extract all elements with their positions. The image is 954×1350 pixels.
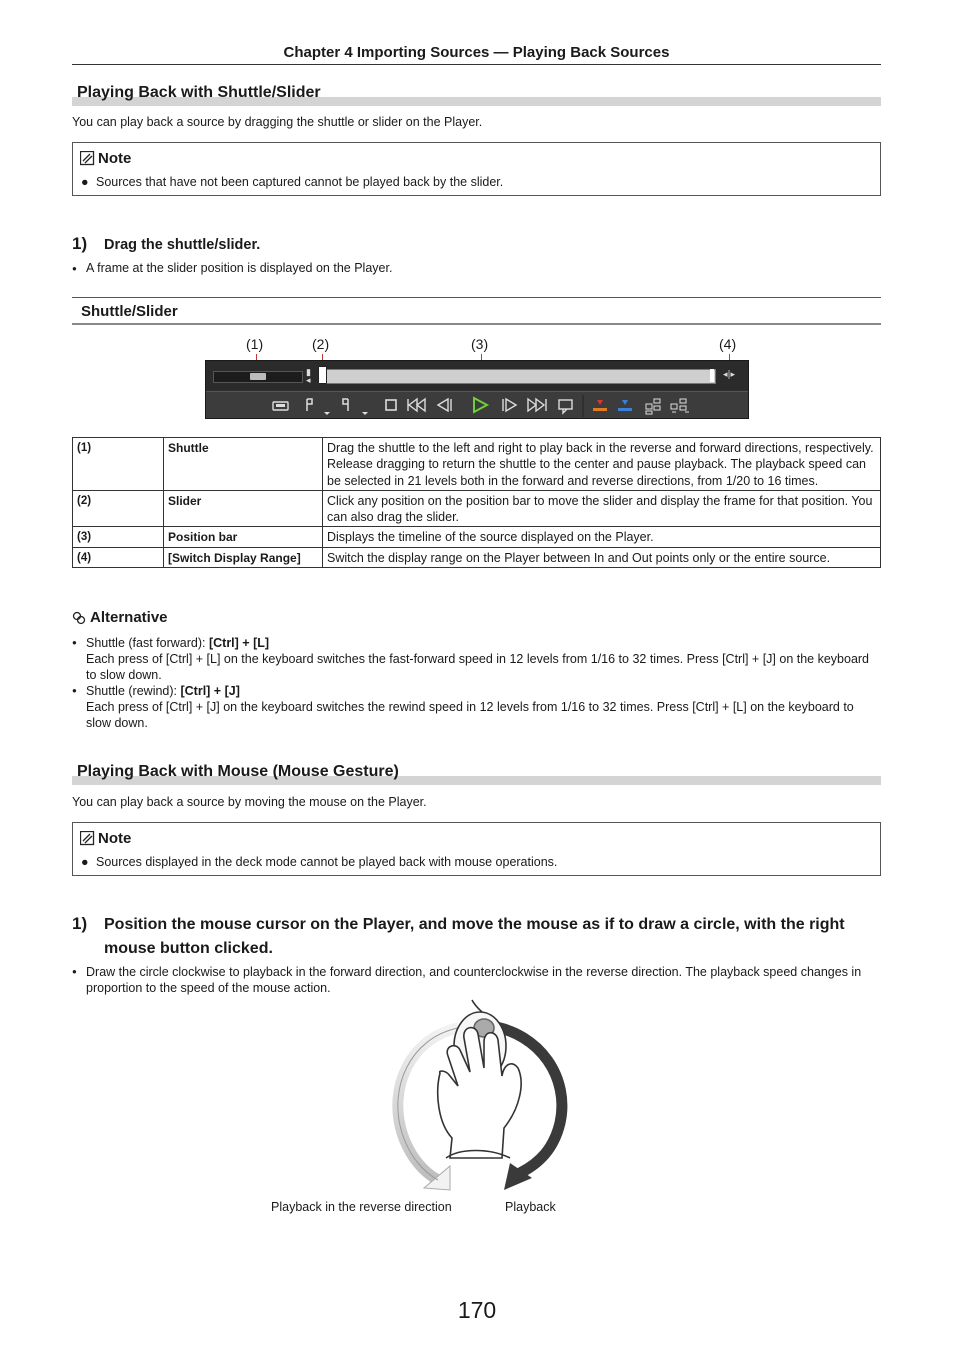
note-item-text: Sources displayed in the deck mode cannot be played back with mouse operations. <box>96 855 558 869</box>
step-text: Drag the shuttle/slider. <box>104 237 261 253</box>
step-bullet <box>72 260 392 277</box>
step-number: 1) <box>72 234 88 253</box>
table-row <box>73 527 881 547</box>
out-point-icon <box>343 399 348 411</box>
figure-label-reverse: Playback in the reverse direction <box>271 1200 452 1214</box>
figure-label-forward: Playback <box>505 1200 556 1214</box>
table-cell-num: (4) <box>73 547 164 567</box>
bullet-icon: ● <box>72 967 77 976</box>
callout-1: (1) <box>246 336 264 352</box>
step-bullet-text: Draw the circle clockwise to playback in the forward direction, and counterclockwise in the reverse direction. The playback speed changes in proportion to the speed of the mouse action. <box>86 965 862 995</box>
dropdown-icon <box>324 412 330 415</box>
sequence-marker-icon <box>646 399 660 414</box>
alt-text: Each press of [Ctrl] + [L] on the keyboard switches the fast-forward speed in 12 levels from 1/16 to 32 times. Press [Ctrl] + [J] on the keyboard to slow down. <box>86 652 870 682</box>
position-bar-end <box>710 369 714 382</box>
insert-icon <box>593 400 607 411</box>
alternative-title <box>72 609 168 626</box>
callout-3: (3) <box>471 336 489 352</box>
table-row <box>73 438 881 491</box>
header-rule <box>72 64 881 65</box>
dropdown-icon <box>362 412 368 415</box>
table-cell-desc: Switch the display range on the Player between In and Out points only or the entire source. <box>323 547 881 567</box>
shuttle-slider-table <box>72 437 881 568</box>
table-cell-num: (1) <box>73 438 164 491</box>
alt-keys: [Ctrl] + [L] <box>208 636 270 650</box>
play-icon <box>474 398 487 412</box>
table-cell-desc: Click any position on the position bar to move the slider and display the frame for that position. You can also drag the slider. <box>323 490 881 527</box>
alternative-title-text: Alternative <box>90 609 168 626</box>
note-title-text: Note <box>98 150 132 167</box>
step-forward-icon <box>503 399 516 411</box>
table-row <box>73 490 881 527</box>
overwrite-icon <box>618 400 632 411</box>
loop-icon <box>559 400 572 413</box>
step-number: 1) <box>72 914 88 933</box>
table-cell-name: Shuttle <box>164 438 323 491</box>
bullet-icon: ● <box>81 855 89 869</box>
section-intro: You can play back a source by dragging the shuttle or slider on the Player. <box>72 115 483 129</box>
table-cell-name: Position bar <box>164 527 323 547</box>
section-intro: You can play back a source by moving the mouse on the Player. <box>72 795 427 809</box>
position-bar[interactable] <box>318 369 716 384</box>
section-heading-mouse-gesture <box>72 763 881 785</box>
table-cell-num: (2) <box>73 490 164 527</box>
table-cell-num: (3) <box>73 527 164 547</box>
alt-lead: Shuttle (rewind): <box>86 684 181 698</box>
in-point-icon <box>307 399 312 411</box>
note-item <box>81 855 557 869</box>
mouse-gesture-figure <box>380 998 580 1198</box>
note-icon <box>80 831 95 846</box>
player-top-bar <box>206 361 748 390</box>
player-buttons <box>206 392 750 420</box>
player-bottom-bar <box>206 391 748 418</box>
rewind-icon <box>408 399 425 411</box>
table-cell-desc: Displays the timeline of the source displayed on the Player. <box>323 527 881 547</box>
step-back-icon <box>438 399 451 411</box>
shuttle-track[interactable] <box>213 371 303 383</box>
switch-display-range-icon[interactable]: ◂|▸ <box>723 370 736 380</box>
callout-4: (4) <box>719 336 737 352</box>
subheading-shuttle-slider <box>72 297 881 325</box>
range-marker-icon: ▮ ◂ <box>306 367 311 385</box>
alt-keys: [Ctrl] + [J] <box>180 684 240 698</box>
mouse-hand-icon <box>438 1000 521 1158</box>
table-cell-desc: Drag the shuttle to the left and right to play back in the reverse and forward directions, respectively. Release dragging to return the shuttle to the center and pause playback. The playback speed can be selected in 21 levels both in the forward and reverse directions, from 1/20 to 16 times. <box>323 438 881 491</box>
note-title-text: Note <box>98 830 132 847</box>
step-bullet <box>72 964 872 996</box>
alt-lead: Shuttle (fast forward): <box>86 636 209 650</box>
note-box <box>72 822 881 876</box>
player-control-bar <box>205 360 749 419</box>
note-icon <box>80 151 95 166</box>
step-text: Position the mouse cursor on the Player, and move the mouse as if to draw a circle, with the right mouse button clicked. <box>104 916 845 957</box>
note-title <box>80 830 131 847</box>
clip-icon <box>273 402 288 410</box>
note-item <box>81 175 503 189</box>
section-title: Playing Back with Mouse (Mouse Gesture) <box>77 763 399 780</box>
note-box <box>72 142 881 196</box>
chapter-header: Chapter 4 Importing Sources — Playing Back Sources <box>283 44 670 61</box>
table-cell-name: [Switch Display Range] <box>164 547 323 567</box>
sequence-insert-icon <box>671 399 689 412</box>
bullet-icon: ● <box>72 263 77 273</box>
bullet-icon: ● <box>81 175 89 189</box>
step-bullet-text: A frame at the slider position is displayed on the Player. <box>86 261 393 275</box>
alternative-list <box>72 635 881 731</box>
shuttle-handle[interactable] <box>250 373 266 380</box>
alt-text: Each press of [Ctrl] + [J] on the keyboard switches the rewind speed in 12 levels from 1/16 to 32 times. Press [Ctrl] + [L] on the keyboard to slow down. <box>86 700 854 730</box>
slider-handle[interactable] <box>318 366 327 384</box>
fast-forward-icon <box>528 399 546 411</box>
section-heading-shuttle-slider <box>72 84 881 106</box>
page-number: 170 <box>457 1297 497 1323</box>
table-cell-name: Slider <box>164 490 323 527</box>
table-row <box>73 547 881 567</box>
stop-icon <box>386 400 396 410</box>
callout-2: (2) <box>312 336 330 352</box>
note-item-text: Sources that have not been captured cannot be played back by the slider. <box>96 175 504 189</box>
alternative-icon <box>72 611 86 625</box>
section-title: Playing Back with Shuttle/Slider <box>77 84 321 101</box>
subheading-text: Shuttle/Slider <box>81 303 178 320</box>
list-item <box>72 683 881 731</box>
list-item <box>72 635 881 683</box>
note-title <box>80 150 131 167</box>
